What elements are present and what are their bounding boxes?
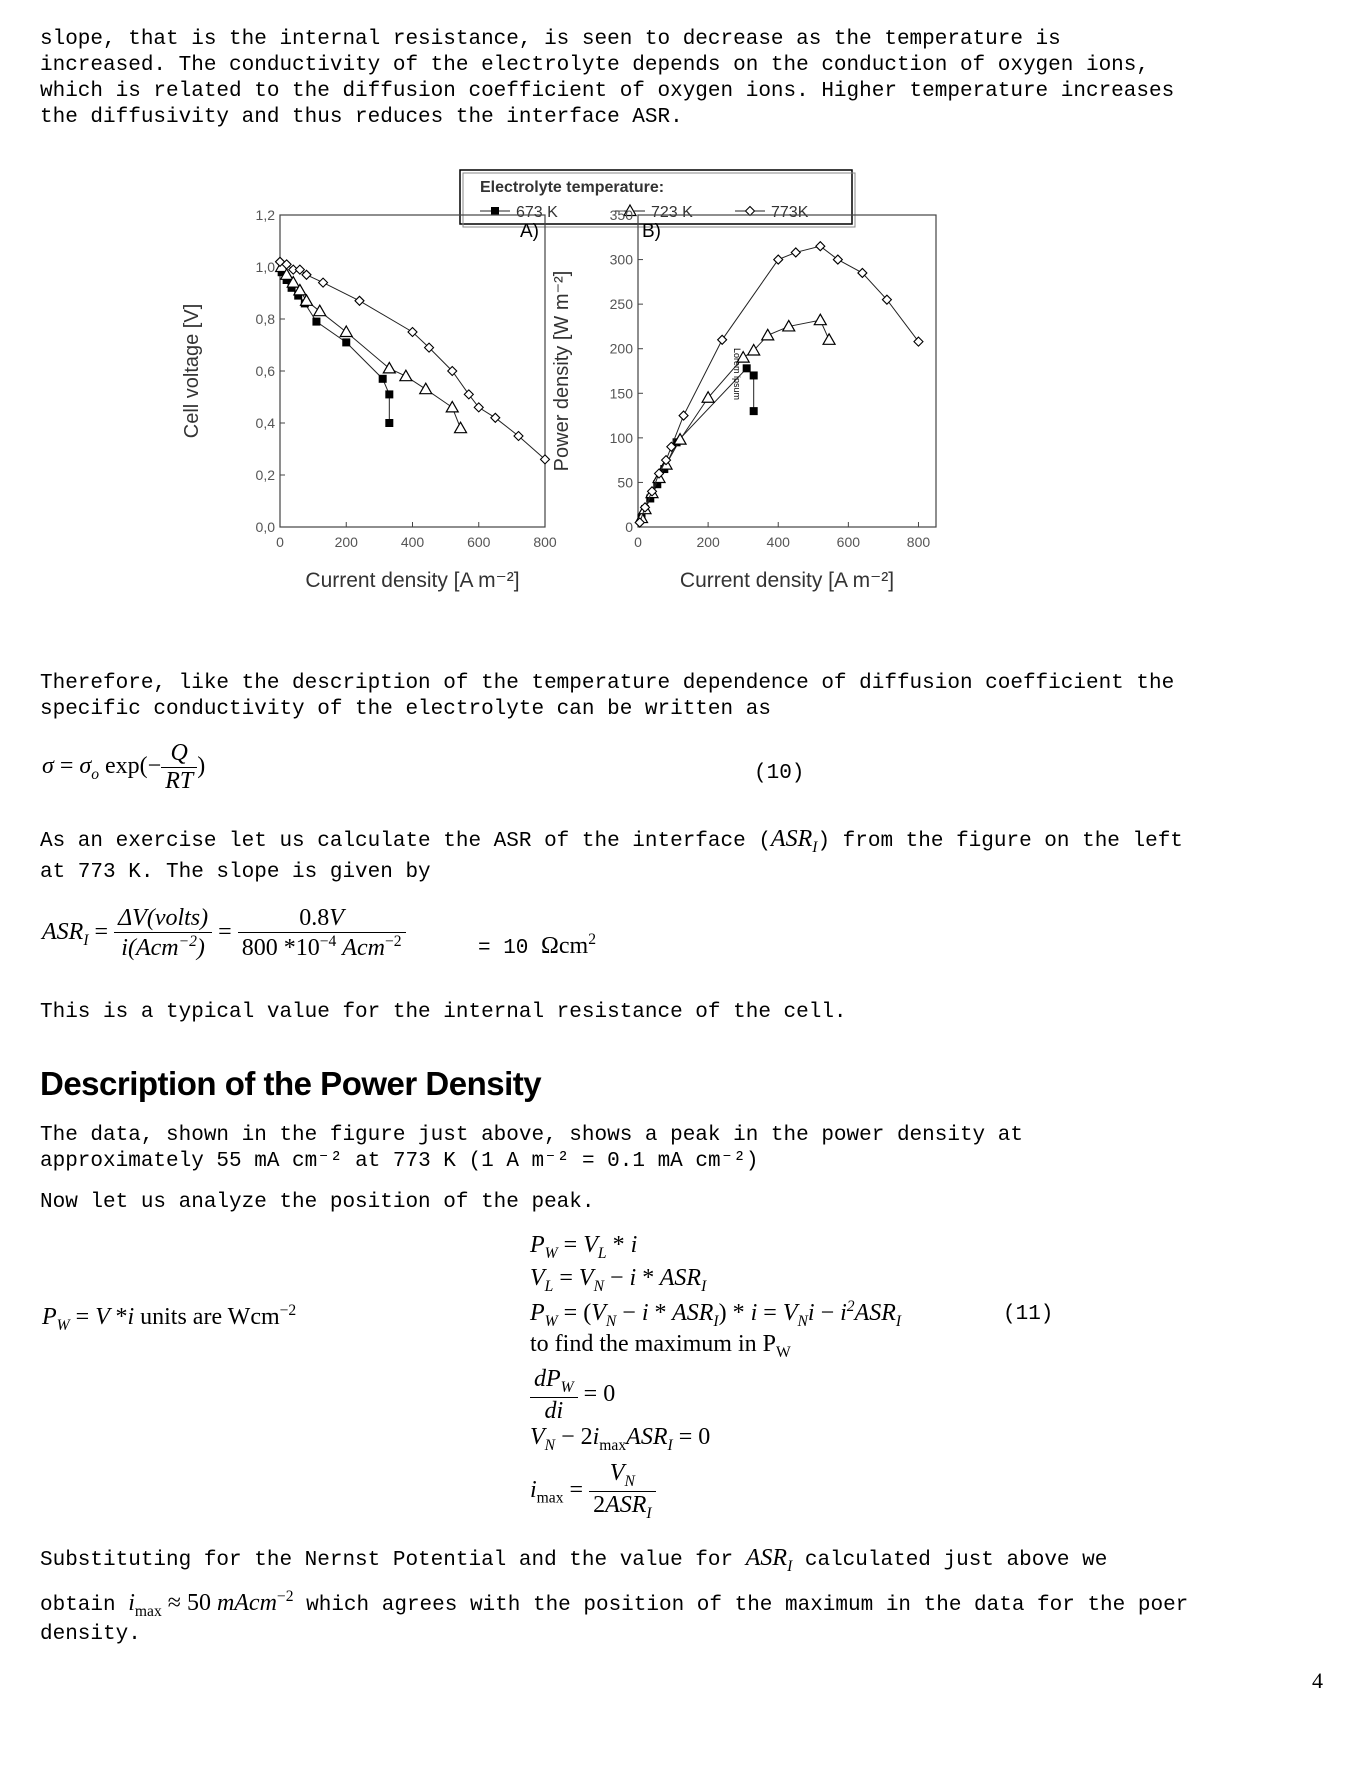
legend <box>460 170 855 227</box>
legend-label: 723 K <box>651 204 693 221</box>
y-tick-label: 0,0 <box>255 519 275 535</box>
data-point <box>679 411 688 420</box>
analyze-peak-paragraph: Now let us analyze the position of the peak. <box>40 1191 595 1214</box>
data-point <box>823 334 835 345</box>
legend-marker <box>491 207 499 215</box>
panel-label: A) <box>520 221 539 242</box>
data-point <box>355 296 364 305</box>
figure-svg <box>181 165 1060 665</box>
chart-panel-a <box>181 207 557 592</box>
data-point <box>455 422 467 433</box>
series-723k <box>636 314 836 522</box>
eq11-line-3: $P_W = (V_N - i * ASR_I) * i = V_Ni - i^2ASR_I$ <box>530 1298 902 1330</box>
units-text: units are Wcm <box>140 1304 280 1330</box>
asr-exercise-text-a: As an exercise let us calculate the ASR of the interface ( <box>40 830 771 853</box>
y-tick-label: 0,8 <box>255 311 275 327</box>
figure <box>181 165 1060 670</box>
section-heading: Description of the Power Density <box>40 1065 542 1102</box>
x-tick-label: 0 <box>634 534 642 550</box>
asr-exercise-paragraph <box>40 826 1330 861</box>
y-tick-label: 300 <box>609 251 633 268</box>
y-tick-label: 1,2 <box>255 207 275 223</box>
x-tick-label: 200 <box>696 534 720 550</box>
y-tick-label: 0 <box>625 519 633 535</box>
data-point <box>718 335 727 344</box>
x-tick-label: 0 <box>276 534 284 550</box>
data-point <box>385 419 393 427</box>
eq11-line-7: $i_{max}$ = $\frac{V_N}{2ASR_I}$ <box>530 1460 656 1523</box>
x-tick-label: 400 <box>400 534 425 550</box>
data-point <box>814 314 826 325</box>
conclusion-line-3: density. <box>40 1623 141 1646</box>
data-point <box>791 248 800 257</box>
equation-10: $\sigma = \sigma_o$ exp(− $\frac{Q}{RT}$ ) <box>42 740 206 794</box>
series-773k <box>276 257 550 464</box>
equation-asr: $ASR_I$ = $\frac{\text{ΔV(volts)}}{i(Acm^{-2})}$ = $\frac{0.8V}{800 *10^{-4} Acm^{-2}}$ <box>42 905 406 962</box>
panel-label: B) <box>642 221 661 242</box>
x-tick-label: 800 <box>906 534 931 550</box>
power-units-equation: $P_W = V$ *i units are Wcm$^{-2}$ <box>42 1302 297 1334</box>
plot-frame <box>280 215 545 527</box>
conductivity-paragraph: Therefore, like the description of the temperature dependence of diffusion coefficient the specific conductivity of the electrolyte can be written as <box>40 672 1175 721</box>
series-723k <box>276 261 467 433</box>
x-tick-label: 400 <box>766 534 790 550</box>
y-axis-label: Cell voltage [V] <box>181 303 203 439</box>
y-tick-label: 0,4 <box>255 415 275 431</box>
conclusion-text-d: which agrees with the position of the maximum in the data for the poer <box>306 1594 1189 1617</box>
data-point <box>491 413 500 422</box>
y-tick-label: 1,0 <box>255 259 275 275</box>
asr-result-value: = 10 <box>478 937 529 960</box>
y-axis-label: Power density [W m⁻²] <box>551 270 573 472</box>
conclusion-text-b: calculated just above we <box>804 1549 1108 1572</box>
x-tick-label: 600 <box>467 534 491 550</box>
x-tick-label: 200 <box>334 534 358 550</box>
series-line <box>640 246 919 522</box>
x-axis-label: Current density [A m⁻²] <box>679 569 895 592</box>
intro-paragraph: slope, that is the internal resistance, is seen to decrease as the temperature is increased. The conductivity of the electrolyte depends on the conduction of oxygen ions, which is related to the diffusion coefficient of oxygen ions. Higher temperature increases the diffusivity and thus reduces the interface ASR. <box>40 28 1175 129</box>
power-peak-paragraph: The data, shown in the figure just above, shows a peak in the power density at approximately 55 mA cm⁻² at 773 K (1 A m⁻² = 0.1 mA cm⁻²) <box>40 1124 1023 1173</box>
legend-title: Electrolyte temperature: <box>480 179 665 196</box>
y-tick-label: 150 <box>609 385 633 402</box>
legend-label: 773K <box>771 204 809 221</box>
data-point <box>750 371 758 379</box>
data-point <box>474 403 483 412</box>
y-tick-label: 100 <box>609 429 633 446</box>
asr-symbol-2: $ASR_I$ <box>745 1545 793 1575</box>
y-tick-label: 250 <box>609 296 633 313</box>
asr-exercise-text-c: at 773 K. The slope is given by <box>40 861 431 884</box>
conclusion-text-c: obtain <box>40 1594 116 1617</box>
data-point <box>816 242 825 251</box>
x-tick-label: 800 <box>533 534 557 550</box>
series-773k <box>635 242 923 527</box>
data-point <box>342 338 350 346</box>
asr-symbol: $ASR_I$ <box>770 826 818 856</box>
y-tick-label: 50 <box>617 474 633 491</box>
asr-unit: Ωcm$^2$ <box>541 931 596 959</box>
data-point <box>762 329 774 340</box>
equation-11-number: (11) <box>1003 1303 1054 1326</box>
page-number: 4 <box>1312 1668 1323 1693</box>
eq11-line-6: $V_N - 2i_{max}ASR_I = 0$ <box>530 1424 711 1454</box>
eq11-line-1: $P_W = V_L * i$ <box>530 1232 638 1262</box>
imax-value: $i_{max} \approx 50$ mAcm$^{-2}$ <box>128 1588 294 1620</box>
data-point <box>400 370 412 381</box>
y-tick-label: 200 <box>609 340 633 357</box>
data-point <box>774 255 783 264</box>
data-point <box>833 255 842 264</box>
data-point <box>379 375 387 383</box>
eq11-line-5: $\frac{dP_W}{di}$ = 0 <box>530 1366 615 1425</box>
conclusion-text-a: Substituting for the Nernst Potential and the value for <box>40 1549 734 1572</box>
asr-result <box>478 927 596 962</box>
y-tick-label: 350 <box>609 207 633 223</box>
series-line <box>280 262 545 460</box>
typical-value-paragraph: This is a typical value for the internal resistance of the cell. <box>40 1001 847 1024</box>
x-axis-label: Current density [A m⁻²] <box>305 569 520 592</box>
asr-exercise-text-b: ) from the figure on the left <box>817 830 1183 853</box>
conclusion-line-2 <box>40 1584 1330 1625</box>
plot-frame <box>638 215 936 527</box>
figure-annotation: Lorem ipsum <box>732 348 742 401</box>
data-point <box>295 265 304 274</box>
data-point <box>743 364 751 372</box>
data-point <box>314 305 326 316</box>
equation-10-number: (10) <box>754 762 805 785</box>
data-point <box>420 383 432 394</box>
y-tick-label: 0,2 <box>255 467 275 483</box>
find-max-text: to find the maximum in P <box>530 1331 776 1357</box>
data-point <box>383 362 395 373</box>
data-point <box>385 390 393 398</box>
chart-panel-b <box>551 207 936 592</box>
data-point <box>446 401 458 412</box>
data-point <box>312 318 320 326</box>
eq11-line-2: $V_L = V_N - i * ASR_I$ <box>530 1265 707 1295</box>
legend-label: 673 K <box>516 204 558 221</box>
y-tick-label: 0,6 <box>255 363 275 379</box>
data-point <box>464 390 473 399</box>
eq11-line-4: to find the maximum in $P_W$ <box>530 1331 791 1361</box>
conclusion-line-1 <box>40 1545 1330 1580</box>
data-point <box>302 270 311 279</box>
data-point <box>340 326 352 337</box>
data-point <box>319 278 328 287</box>
x-tick-label: 600 <box>836 534 861 550</box>
data-point <box>914 337 923 346</box>
data-point <box>750 407 758 415</box>
